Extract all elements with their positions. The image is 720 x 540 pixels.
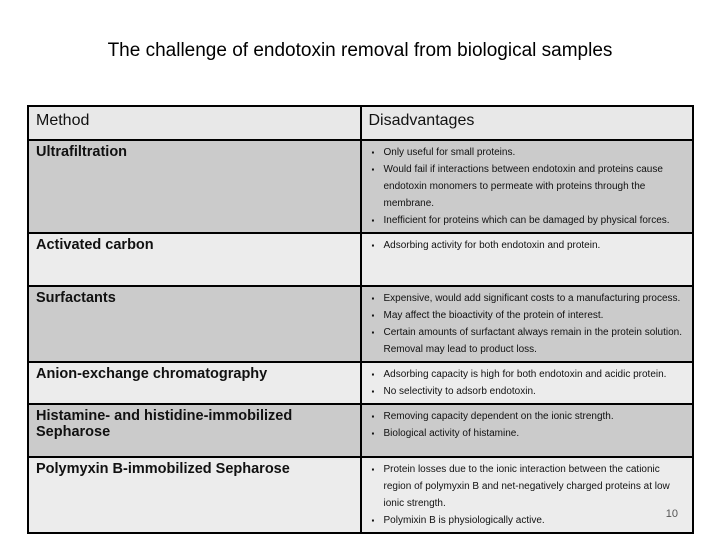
disadvantages-cell — [361, 286, 694, 362]
slide-title: The challenge of endotoxin removal from biological samples — [107, 40, 613, 61]
disadvantage-item: ▪ Only useful for small proteins. — [384, 144, 686, 161]
table-row — [28, 233, 693, 286]
table-row — [28, 457, 693, 533]
header-method: Method — [28, 106, 361, 140]
table-row — [28, 404, 693, 457]
method-cell: Surfactants — [28, 286, 361, 362]
disadvantages-cell — [361, 457, 694, 533]
disadvantage-item: ▪ Polymixin B is physiologically active. — [384, 512, 686, 529]
method-cell: Ultrafiltration — [28, 140, 361, 233]
page-number: 10 — [665, 508, 678, 520]
table-row — [28, 362, 693, 404]
disadvantage-item: ▪ Adsorbing capacity is high for both endotoxin and acidic protein. — [384, 366, 686, 383]
disadvantage-item: ▪ Inefficient for proteins which can be damaged by physical forces. — [384, 212, 686, 229]
disadvantage-item: ▪ Adsorbing activity for both endotoxin and protein. — [384, 237, 686, 254]
method-cell: Polymyxin B-immobilized Sepharose — [28, 457, 361, 533]
table-row — [28, 286, 693, 362]
methods-table — [27, 105, 694, 534]
method-cell: Activated carbon — [28, 233, 361, 286]
method-cell: Anion-exchange chromatography — [28, 362, 361, 404]
disadvantage-item: ▪ May affect the bioactivity of the protein of interest. — [384, 307, 686, 324]
disadvantage-item: ▪ Biological activity of histamine. — [384, 425, 686, 442]
disadvantage-item: ▪ Certain amounts of surfactant always remain in the protein solution. Removal may lead to product loss. — [384, 324, 686, 358]
disadvantage-item: ▪ Would fail if interactions between endotoxin and proteins cause endotoxin monomers to permeate with proteins through the membrane. — [384, 161, 686, 212]
disadvantage-item: ▪ Expensive, would add significant costs to a manufacturing process. — [384, 290, 686, 307]
header-row — [28, 106, 693, 140]
disadvantages-cell — [361, 404, 694, 457]
table-row — [28, 140, 693, 233]
disadvantages-cell — [361, 362, 694, 404]
disadvantage-item: ▪ Protein losses due to the ionic interaction between the cationic region of polymyxin B and net-negatively charged proteins at low ionic strength. — [384, 461, 686, 512]
disadvantages-cell — [361, 233, 694, 286]
disadvantage-item: ▪ No selectivity to adsorb endotoxin. — [384, 383, 686, 400]
method-cell: Histamine- and histidine-immobilized Sepharose — [28, 404, 361, 457]
header-disadvantages: Disadvantages — [361, 106, 694, 140]
disadvantage-item: ▪ Removing capacity dependent on the ionic strength. — [384, 408, 686, 425]
disadvantages-cell — [361, 140, 694, 233]
